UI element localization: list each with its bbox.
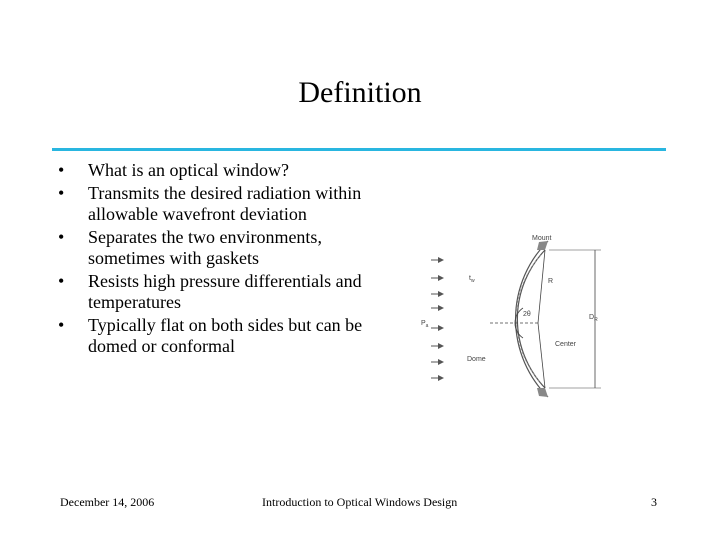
radius-line-top <box>538 250 545 323</box>
bullet-text: Transmits the desired radiation within allowable wavefront deviation <box>88 183 362 224</box>
bullet-item: • Resists high pressure differentials and temperatures <box>58 271 362 312</box>
bullet-text: Resists high pressure differentials and temperatures <box>88 271 362 312</box>
page-number: 3 <box>651 495 657 509</box>
angle-label: 2θ <box>523 311 531 318</box>
radius-line-bottom <box>538 323 545 388</box>
bullet-text: What is an optical window? <box>88 160 289 180</box>
footer-title: Introduction to Optical Windows Design <box>262 495 458 509</box>
pressure-arrows <box>431 260 443 378</box>
center-label: Center <box>555 341 577 348</box>
mount-bottom <box>537 388 548 397</box>
dome-window-diagram <box>415 228 610 413</box>
bullet-item: • Separates the two environments, sometimes with gaskets <box>58 227 322 268</box>
bullet-item: • Typically flat on both sides but can be domed or conformal <box>58 315 363 356</box>
mount-label: Mount <box>532 235 552 242</box>
footer-date: December 14, 2006 <box>60 495 155 509</box>
bullet-item: • What is an optical window? <box>58 160 289 180</box>
pressure-label: $P_a$ <box>421 320 429 329</box>
bullet-list <box>58 160 388 359</box>
radius-label: R <box>548 278 554 285</box>
thickness-label: $t_w$ <box>469 275 475 284</box>
title-divider <box>52 148 666 151</box>
bullet-item: • Transmits the desired radiation within allowable wavefront deviation <box>58 183 362 224</box>
dome-inner-arc <box>517 250 545 388</box>
dome-label: Dome <box>467 356 486 363</box>
mount-top <box>537 241 548 250</box>
diameter-label: $D_R$ <box>589 314 598 323</box>
bullet-text: Separates the two environments, sometimes with gaskets <box>88 227 322 268</box>
bullet-text: Typically flat on both sides but can be domed or conformal <box>88 315 363 356</box>
slide-title: Definition <box>298 76 422 109</box>
